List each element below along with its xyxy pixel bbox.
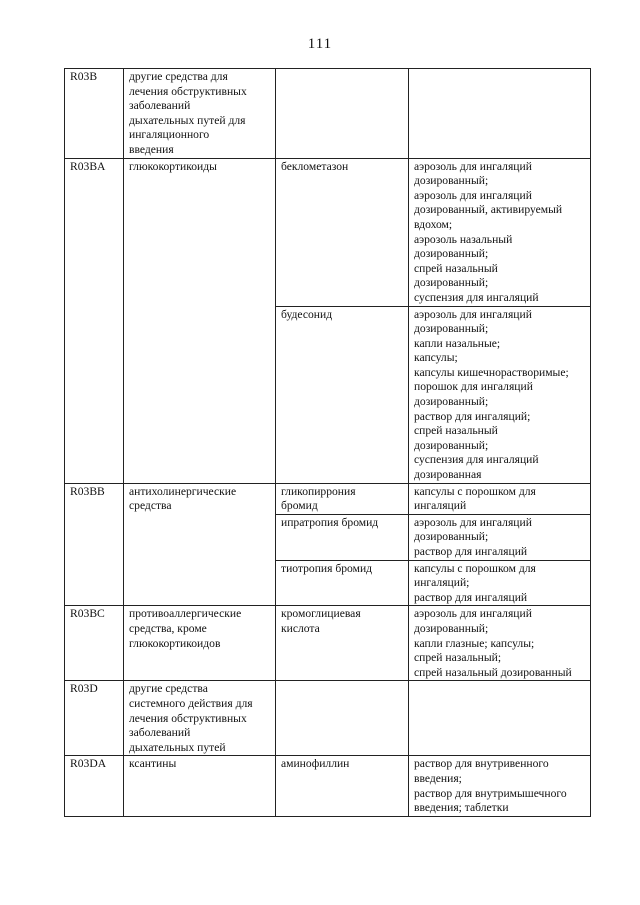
group-cell: [124, 69, 276, 159]
forms-cell: [409, 483, 591, 514]
form-line: капсулы кишечнорастворимые;: [414, 365, 569, 379]
forms-cell: [409, 681, 591, 756]
form-line: введения;: [414, 771, 462, 785]
form-line: дозированный;: [414, 276, 489, 290]
table-row: [65, 69, 591, 159]
table-row: [65, 606, 591, 681]
substance-line: аминофиллин: [281, 757, 350, 771]
form-line: введения; таблетки: [414, 801, 509, 815]
form-line: раствор для ингаляций: [414, 545, 528, 558]
group-line: дыхательных путей: [129, 740, 226, 754]
group-line: ингаляционного: [129, 128, 210, 142]
form-line: суспензия для ингаляций: [414, 453, 539, 467]
substance-cell: [276, 756, 409, 816]
form-line: спрей назальный;: [414, 651, 502, 665]
form-line: раствор для внутривенного: [414, 757, 549, 771]
form-line: дозированный;: [414, 530, 489, 544]
form-line: аэрозоль для ингаляций: [414, 307, 532, 321]
forms-cell: [409, 69, 591, 159]
form-line: вдохом;: [414, 217, 453, 231]
group-cell: [124, 483, 276, 606]
form-line: дозированный;: [414, 621, 489, 635]
atc-code-cell: [65, 158, 124, 483]
form-line: дозированный;: [414, 395, 489, 409]
atc-code-cell: [65, 483, 124, 606]
group-line: глюкокортикоиды: [129, 159, 217, 173]
form-line: раствор для ингаляций: [414, 590, 528, 604]
group-line: ксантины: [129, 757, 177, 771]
substance-line: кислота: [281, 621, 320, 635]
form-line: аэрозоль для ингаляций: [414, 607, 532, 621]
form-line: спрей назальный: [414, 424, 498, 438]
atc-code: R03B: [70, 70, 98, 83]
substance-cell: [276, 560, 409, 606]
form-line: капсулы с порошком для: [414, 484, 536, 498]
substance-cell: [276, 158, 409, 306]
substance-line: беклометазон: [281, 159, 349, 173]
group-line: лечения обструктивных: [129, 84, 247, 98]
forms-cell: [409, 514, 591, 560]
group-line: системного действия для: [129, 696, 253, 710]
atc-code-cell: [65, 606, 124, 681]
group-cell: [124, 606, 276, 681]
group-line: введения: [129, 142, 174, 156]
atc-code-cell: [65, 681, 124, 756]
group-line: другие средства для: [129, 70, 228, 83]
atc-code-cell: [65, 756, 124, 816]
form-line: дозированный;: [414, 174, 489, 188]
form-line: ингаляций;: [414, 576, 470, 590]
group-line: заболеваний: [129, 99, 191, 113]
form-line: раствор для ингаляций;: [414, 409, 531, 423]
form-line: дозированный;: [414, 247, 489, 261]
form-line: ингаляций: [414, 499, 467, 513]
atc-code: R03D: [70, 682, 98, 696]
table-row: [65, 756, 591, 816]
form-line: аэрозоль для ингаляций: [414, 159, 532, 173]
group-line: глюкокортикоидов: [129, 636, 221, 650]
substance-line: бромид: [281, 499, 318, 513]
form-line: аэрозоль для ингаляций: [414, 188, 532, 202]
atc-code-cell: [65, 69, 124, 159]
form-line: дозированная: [414, 468, 482, 482]
forms-cell: [409, 756, 591, 816]
form-line: суспензия для ингаляций: [414, 290, 539, 304]
form-line: раствор для внутримышечного: [414, 786, 567, 800]
substance-line: будесонид: [281, 307, 333, 321]
form-line: аэрозоль для ингаляций: [414, 515, 532, 529]
group-line: дыхательных путей для: [129, 113, 246, 127]
substance-line: ипратропия бромид: [281, 515, 379, 529]
substance-cell: [276, 306, 409, 483]
forms-cell: [409, 606, 591, 681]
substance-cell: [276, 606, 409, 681]
page-number: 111: [307, 36, 333, 52]
form-line: капсулы с порошком для: [414, 561, 536, 575]
group-line: заболеваний: [129, 726, 191, 740]
substance-line: кромоглициевая: [281, 607, 361, 621]
atc-code: R03BB: [70, 484, 105, 498]
form-line: дозированный;: [414, 322, 489, 336]
group-cell: [124, 681, 276, 756]
atc-code: R03BC: [70, 607, 105, 621]
substance-line: гликопиррония: [281, 484, 356, 498]
form-line: спрей назальный: [414, 261, 498, 275]
substance-line: тиотропия бромид: [281, 561, 373, 575]
forms-cell: [409, 306, 591, 483]
forms-cell: [409, 560, 591, 606]
forms-cell: [409, 158, 591, 306]
group-line: средства, кроме: [129, 621, 207, 635]
substance-cell: [276, 69, 409, 159]
table-row: [65, 158, 591, 306]
group-line: антихолинергические: [129, 484, 237, 498]
group-cell: [124, 756, 276, 816]
substance-cell: [276, 681, 409, 756]
form-line: капли глазные; капсулы;: [414, 636, 535, 650]
form-line: спрей назальный дозированный: [414, 665, 572, 679]
form-line: капсулы;: [414, 351, 458, 365]
group-line: лечения обструктивных: [129, 711, 247, 725]
atc-code: R03DA: [70, 757, 107, 771]
form-line: капли назальные;: [414, 336, 501, 350]
form-line: аэрозоль назальный: [414, 232, 513, 246]
substance-cell: [276, 483, 409, 514]
table-row: [65, 483, 591, 514]
atc-code: R03BA: [70, 159, 106, 173]
group-cell: [124, 158, 276, 483]
group-line: противоаллергические: [129, 607, 242, 621]
form-line: порошок для ингаляций: [414, 380, 533, 394]
drug-classification-table: [64, 68, 591, 817]
group-line: средства: [129, 499, 172, 513]
form-line: дозированный;: [414, 438, 489, 452]
form-line: дозированный, активируемый: [414, 203, 563, 217]
group-line: другие средства: [129, 682, 208, 696]
table-row: [65, 681, 591, 756]
substance-cell: [276, 514, 409, 560]
